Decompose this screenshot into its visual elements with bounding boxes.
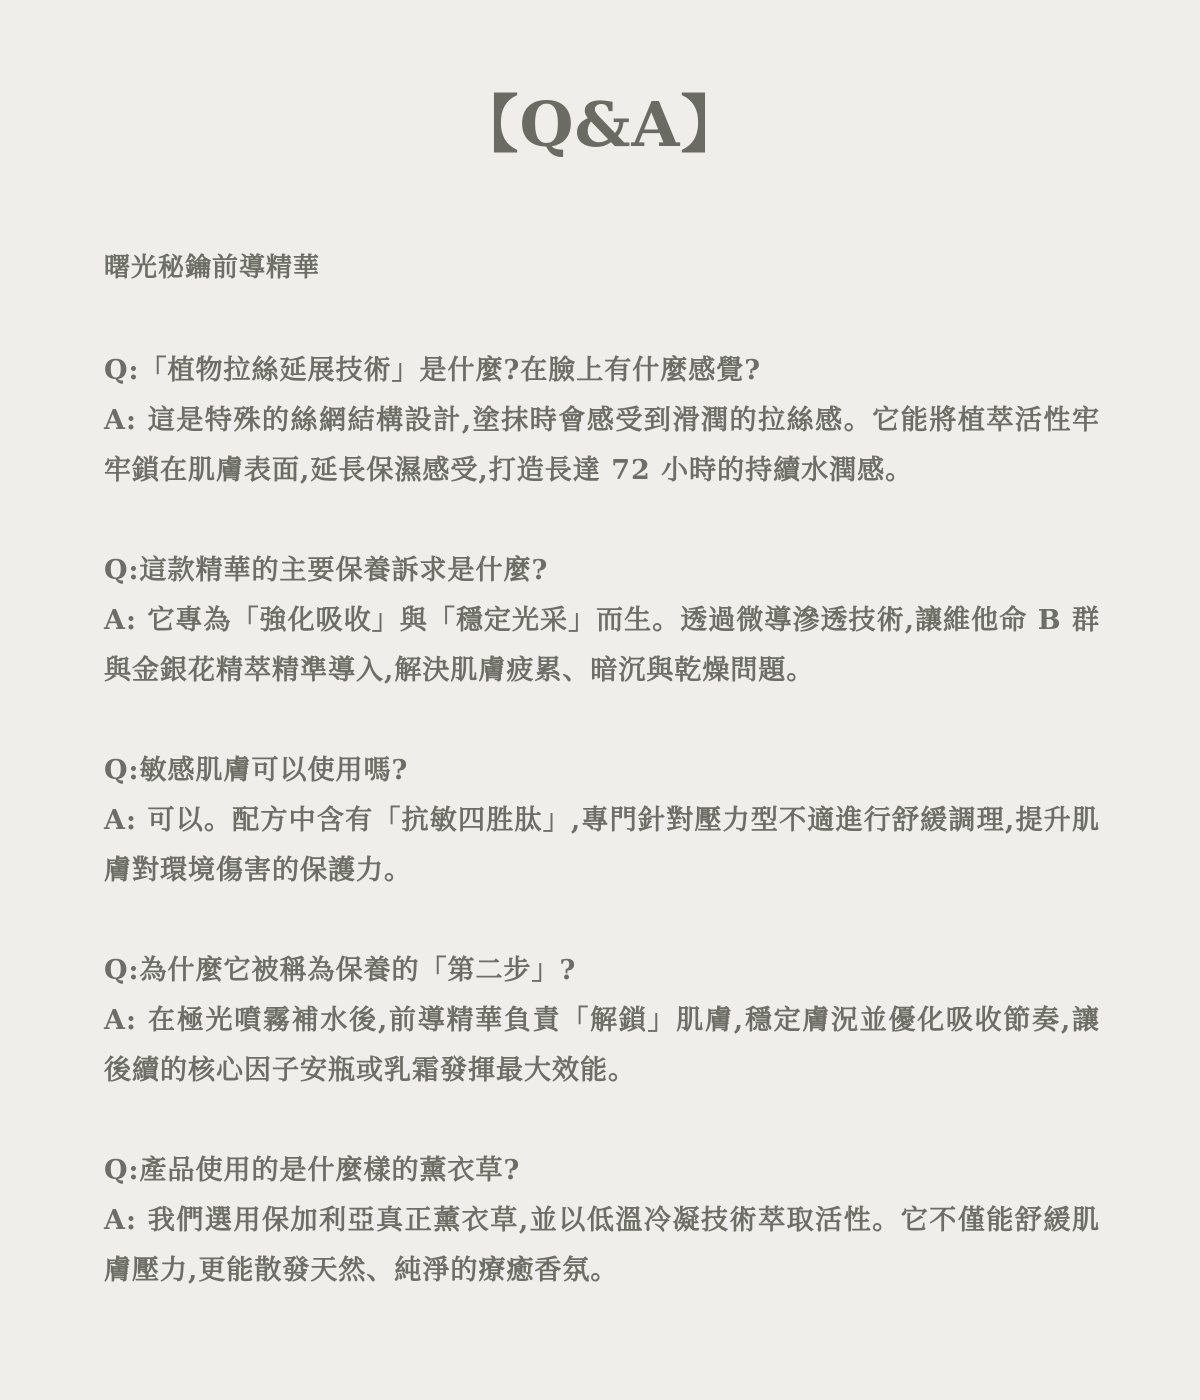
answer-text: A: 這是特殊的絲網結構設計,塗抹時會感受到滑潤的拉絲感。它能將植萃活性牢牢鎖在肌膚表面,延長保濕感受,打造長達 72 小時的持續水潤感。 (104, 405, 1100, 486)
qa-item (104, 746, 1100, 946)
qa-item (104, 946, 1100, 1146)
qa-list (104, 346, 1100, 1346)
question-text: Q:敏感肌膚可以使用嗎? (104, 755, 409, 786)
question-text: Q:產品使用的是什麼樣的薰衣草? (104, 1155, 521, 1186)
question-text: Q:為什麼它被稱為保養的「第二步」? (104, 955, 577, 986)
question-text: Q:「植物拉絲延展技術」是什麼?在臉上有什麼感覺? (104, 355, 762, 386)
product-name: 曙光秘鑰前導精華 (104, 253, 321, 283)
question-text: Q:這款精華的主要保養訴求是什麼? (104, 555, 549, 586)
page-title: 【Q&A】 (456, 88, 744, 161)
answer-text: A: 它專為「強化吸收」與「穩定光采」而生。透過微導滲透技術,讓維他命 B 群與金銀花精萃精準導入,解決肌膚疲累、暗沉與乾燥問題。 (104, 605, 1100, 686)
qa-item (104, 546, 1100, 746)
qa-item (104, 346, 1100, 546)
answer-text: A: 可以。配方中含有「抗敏四胜肽」,專門針對壓力型不適進行舒緩調理,提升肌膚對環境傷害的保護力。 (104, 805, 1100, 886)
answer-text: A: 在極光噴霧補水後,前導精華負責「解鎖」肌膚,穩定膚況並優化吸收節奏,讓後續的核心因子安瓶或乳霜發揮最大效能。 (104, 1005, 1100, 1086)
qa-item (104, 1146, 1100, 1346)
answer-text: A: 我們選用保加利亞真正薰衣草,並以低溫冷凝技術萃取活性。它不僅能舒緩肌膚壓力,更能散發天然、純淨的療癒香氛。 (104, 1205, 1100, 1286)
